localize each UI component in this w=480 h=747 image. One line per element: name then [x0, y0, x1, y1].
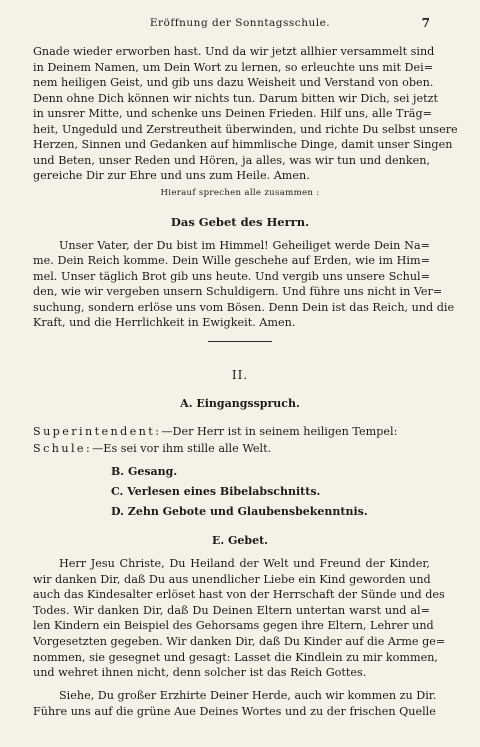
body-line: und Beten, unser Reden und Hören, ja alles, was wir tun und denken,: [33, 154, 430, 167]
body-line: nommen, sie gesegnet und gesagt: Lasset die Kindlein zu mir kommen,: [33, 651, 438, 664]
page-number: 7: [421, 16, 430, 30]
section-numeral: II.: [231, 368, 249, 382]
instruction-text: Hierauf sprechen alle zusammen :: [160, 188, 320, 198]
body-line: len Kindern ein Beispiel des Gehorsams gegen ihre Eltern, Lehrer und: [33, 619, 434, 632]
body-line: Vorgesetzten gegeben. Wir danken Dir, daß Du Kinder auf die Arme ge=: [33, 635, 446, 648]
superintendent-text: —Der Herr ist in seinem heiligen Tempel:: [161, 425, 398, 438]
body-line: Führe uns auf die grüne Aue Deines Wortes und zu der frischen Quelle: [33, 705, 436, 718]
body-line: heit, Ungeduld und Zerstreutheit überwinden, und richte Du selbst unsere: [33, 123, 458, 136]
body-line: den, wie wir vergeben unsern Schuldigern. Und führe uns nicht in Ver=: [33, 285, 443, 298]
responsive-line-school: [33, 442, 430, 456]
body-line: me. Dein Reich komme. Dein Wille geschehe auf Erden, wie im Him=: [33, 254, 430, 267]
running-title: Eröffnung der Sonntagsschule.: [149, 17, 331, 29]
body-line: in unsrer Mitte, und schenke uns Deinen Frieden. Hilf uns, alle Träg=: [33, 107, 433, 120]
list-item: D. Zehn Gebote und Glaubensbekenntnis.: [111, 505, 368, 518]
body-line: gereiche Dir zur Ehre und uns zum Heile. Amen.: [33, 169, 310, 182]
speaker-superintendent: Superintendent:: [33, 425, 162, 438]
body-line: mel. Unser täglich Brot gib uns heute. Und vergib uns unsere Schul=: [33, 270, 430, 283]
body-line: Kraft, und die Herrlichkeit in Ewigkeit. Amen.: [33, 316, 296, 329]
body-line: in Deinem Namen, um Dein Wort zu lernen, so erleuchte uns mit Dei=: [33, 61, 434, 74]
body-line: Gnade wieder erworben hast. Und da wir jetzt allhier versammelt sind: [33, 45, 435, 58]
body-line: Todes. Wir danken Dir, daß Du Deinen Eltern untertan warst und al=: [33, 604, 430, 617]
running-header: [0, 17, 480, 33]
body-line: wir danken Dir, daß Du aus unendlicher Liebe ein Kind geworden und: [33, 573, 431, 586]
school-text: —Es sei vor ihm stille alle Welt.: [92, 442, 272, 455]
body-line: Herr Jesu Christe, Du Heiland der Welt und Freund der Kinder,: [59, 557, 430, 570]
prayer-heading: E. Gebet.: [211, 534, 269, 547]
list-item: C. Verlesen eines Bibelabschnitts.: [111, 485, 321, 498]
body-line: suchung, sondern erlöse uns vom Bösen. Denn Dein ist das Reich, und die: [33, 301, 455, 314]
section-divider: [208, 341, 272, 342]
body-line: Denn ohne Dich können wir nichts tun. Darum bitten wir Dich, sei jetzt: [33, 92, 439, 105]
lords-prayer-heading: Das Gebet des Herrn.: [170, 215, 310, 229]
body-line: Unser Vater, der Du bist im Himmel! Geheiliget werde Dein Na=: [59, 239, 430, 252]
body-line: Siehe, Du großer Erzhirte Deiner Herde, auch wir kommen zu Dir.: [59, 689, 437, 702]
speaker-school: Schule:: [33, 442, 93, 455]
list-item: B. Gesang.: [111, 465, 178, 478]
responsive-line-superintendent: [33, 425, 430, 439]
body-line: Herzen, Sinnen und Gedanken auf himmlische Dinge, damit unser Singen: [33, 138, 453, 151]
body-line: auch das Kindesalter erlöset hast von der Herrschaft der Sünde und des: [33, 588, 445, 601]
body-line: und wehret ihnen nicht, denn solcher ist das Reich Gottes.: [33, 666, 367, 679]
body-line: nem heiligen Geist, und gib uns dazu Weisheit und Verstand von oben.: [33, 76, 434, 89]
subheading-a: A. Eingangsspruch.: [180, 397, 300, 410]
